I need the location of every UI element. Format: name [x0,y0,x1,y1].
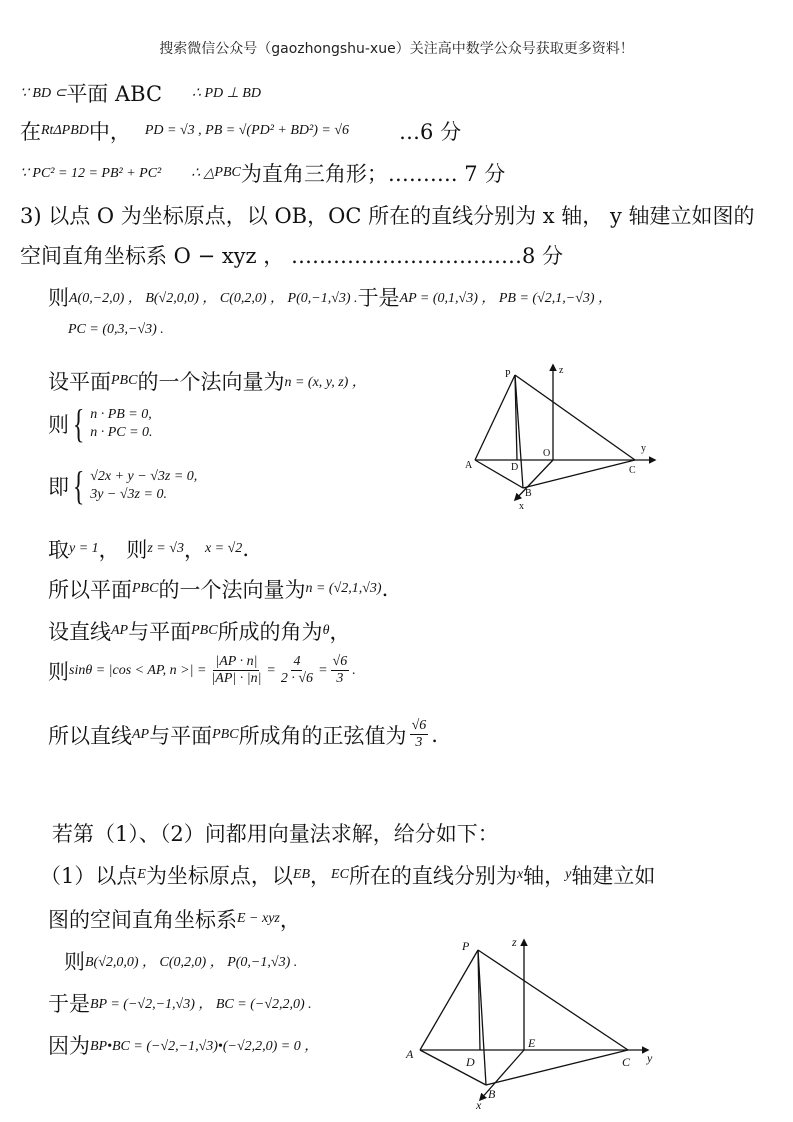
text: 为直角三角形；………. 7 分 [240,162,506,186]
denominator: 3 [415,735,423,750]
line-16: 若第（1）、（2）问都用向量法求解，给分如下： [52,822,499,846]
label-P: P [505,369,511,380]
label-y: y [647,1051,653,1065]
text: AP = (0,1,√3) ， PB = (√2,1,−√3) ， [399,291,613,306]
text: ∴ PD ⊥ BD [192,85,261,101]
text: z = √3 [147,541,184,556]
line-7: PC = (0,3,−√3) . [68,322,164,337]
text: 所以平面 [48,578,132,602]
line-3 [20,158,505,188]
edge-AB [420,1050,486,1085]
text: 平面 ABC [66,82,163,106]
label-B: B [488,1087,496,1101]
figure-1-pyramid [455,355,670,515]
text: n = (√2,1,√3) [305,581,382,596]
text: ∵ PC² = 12 = PB² + PC² [20,165,162,181]
brace: { [72,401,85,446]
label-D: D [466,1055,475,1069]
text: 轴， [523,864,566,888]
text: E [137,867,146,882]
text: 的一个法向量为 [158,578,306,602]
text: BP•BC = (−√2,−1,√3)•(−√2,2,0) = 0 ， [90,1039,319,1054]
text: PBC [191,623,218,638]
line-2 [20,116,461,146]
text: 所在的直线分别为 [348,864,517,888]
text: . [431,722,438,747]
brace: { [72,463,85,508]
text: 则 [48,659,69,684]
text: E − xyz [237,911,280,926]
label-A: A [406,1047,414,1061]
text: …6 分 [399,120,462,144]
text: y [565,867,572,882]
label-D: D [511,462,519,473]
text: = [318,662,328,678]
text: ， [183,538,205,562]
text: RtΔPBD [41,123,89,138]
line-19 [64,946,297,976]
text: n · PC = 0. [90,425,153,440]
x-axis [480,1050,524,1100]
edge-PC [515,375,635,460]
text: √2x + y − √3z = 0, [90,469,198,484]
text: 设平面 [48,370,111,394]
text: 轴建立如 [571,864,656,888]
text: 为坐标原点，以 [145,864,293,888]
line-21 [48,1030,318,1060]
label-A: A [465,460,473,471]
text: AP [111,623,129,638]
denominator: |AP| · |n| [211,671,262,686]
label-B: B [525,488,532,499]
numerator: √6 [411,718,427,733]
x-axis [515,460,553,500]
line-1 [20,78,261,108]
label-x: x [476,1098,482,1112]
text: B(√2,0,0) ， C(0,2,0) ， P(0,−1,√3) . [85,955,298,970]
page-header: 搜索微信公众号（gaozhongshu-xue）关注高中数学公众号获取更多资料！ [159,41,634,57]
text: EC [331,867,349,882]
text: 所成角的正弦值为 [238,723,407,748]
text: ∵ BD ⊂ [20,85,67,101]
text: A(0,−2,0) ， B(√2,0,0) ， C(0,2,0) ， P(0,−1,√3) . [69,291,358,306]
text: PBC [214,165,241,180]
line-14 [48,654,356,687]
text: . [352,662,356,678]
line-9 [48,401,153,446]
text: sinθ = |cos < AP, n >| = [69,662,207,678]
text: 则 [64,950,85,974]
text: EB [292,867,311,882]
line-10 [48,463,198,508]
text: n = (x, y, z) ， [284,375,366,390]
label-z: z [559,365,564,376]
line-20 [48,988,312,1018]
line-18 [48,904,301,934]
text: 则 [48,286,69,310]
text: x [516,867,524,882]
text: （1）以点 [40,864,138,888]
text: 设直线 [48,620,111,644]
line-12 [48,574,388,604]
line-5: 空间直角坐标系 O − xyz ， ……………………………8 分 [20,244,563,268]
label-E: E [528,1036,536,1050]
text: . [381,577,389,601]
text: 的一个法向量为 [137,370,285,394]
text: 因为 [48,1034,90,1058]
line-6 [48,282,612,312]
line-13 [48,616,350,646]
text: ， [329,620,351,644]
text: y = 1 [69,541,99,556]
text: 3y − √3z = 0. [90,487,167,502]
text: 所成的角为 [217,620,323,644]
text: x = √2 [204,541,243,556]
line-17 [40,860,655,890]
text: 与平面 [128,620,192,644]
edge-PA [475,375,515,460]
label-C: C [622,1055,631,1069]
text: ， 则 [98,538,148,562]
text: ， [279,908,301,932]
text: 所以直线 [48,723,132,748]
text: 于是 [48,992,90,1016]
text: θ [322,623,330,638]
text: BP = (−√2,−1,√3) ， BC = (−√2,2,0) . [90,997,312,1012]
text: 则 [48,413,69,437]
text: 取 [48,538,69,562]
text: = [266,662,276,678]
text: ， [310,864,332,888]
text: 即 [48,475,69,499]
label-y: y [641,443,646,454]
label-P: P [462,939,470,953]
numerator: 4 [293,654,301,669]
numerator: |AP · n| [215,654,258,669]
line-4: 3) 以点 O 为坐标原点，以 OB，OC 所在的直线分别为 x 轴， y 轴建立如图的 [20,204,755,228]
label-O: O [543,448,551,459]
text: 与平面 [149,723,213,748]
text: n · PB = 0, [90,407,152,422]
text: 在 [20,120,41,144]
line-15 [48,718,438,751]
label-z: z [512,935,517,949]
denominator: 3 [336,671,344,686]
denominator: 2 · √6 [280,671,314,686]
label-C: C [629,465,636,476]
text: PBC [132,581,159,596]
figure-2-pyramid [400,930,665,1112]
text: . [242,537,249,561]
edge-PC [478,950,628,1050]
text: 图的空间直角坐标系 [48,908,237,932]
fraction [331,654,350,687]
text: PBC [212,726,239,742]
fraction [410,718,429,751]
text: PD = √3 , PB = √(PD² + BD²) = √6 [144,123,350,138]
text: ∴ △ [191,165,215,181]
edge-PA [420,950,478,1050]
text: AP [132,726,150,742]
numerator: √6 [332,654,348,669]
edge-BC [486,1050,628,1085]
fraction [279,654,315,687]
text: PBC [111,373,138,388]
text: 中， [88,120,131,144]
line-11 [48,534,249,564]
text: 于是 [357,286,400,310]
fraction [209,654,263,687]
line-8 [48,366,366,396]
label-x: x [519,501,524,512]
